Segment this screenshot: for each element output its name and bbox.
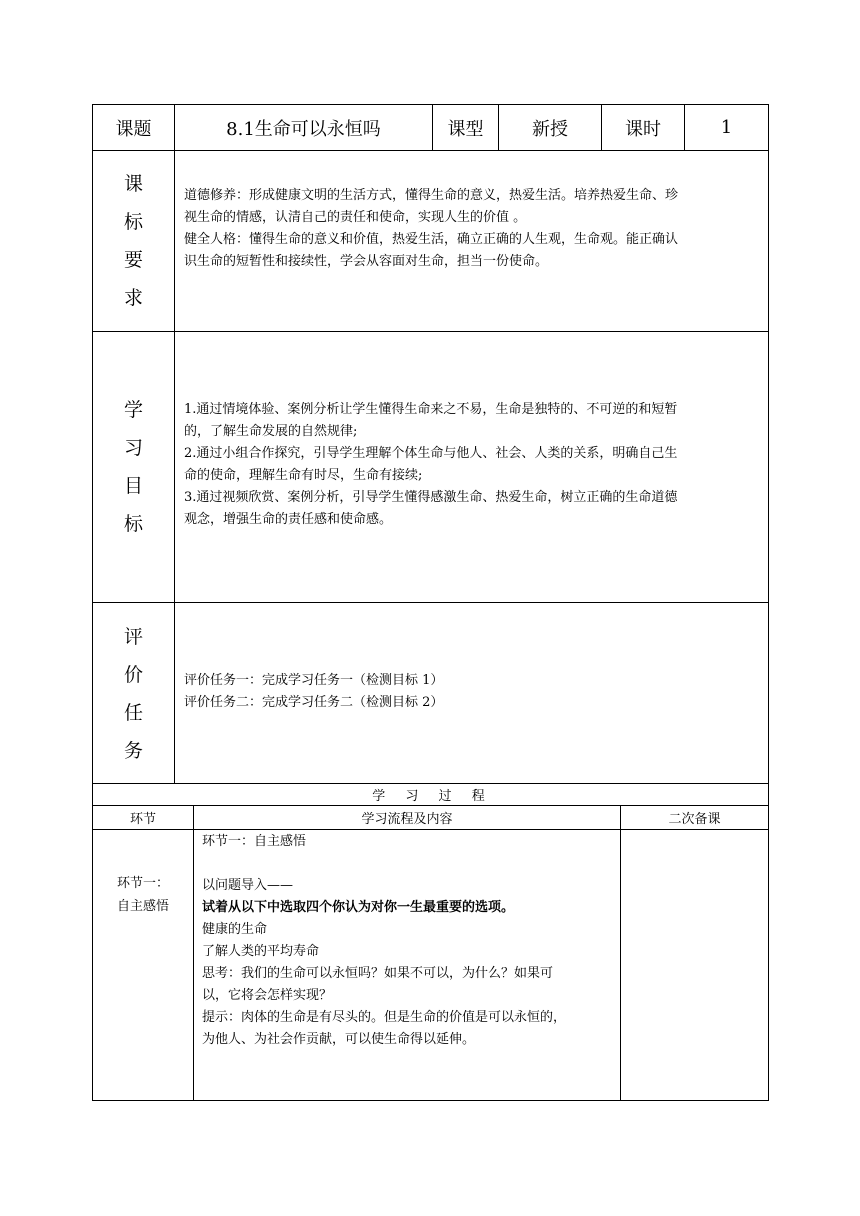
topic-label: 课题 [115, 118, 152, 140]
objectives-label-line2: 目标 [123, 475, 159, 535]
period-value: 1 [720, 117, 733, 138]
content-line: 思考：我们的生命可以永恒吗？如果不可以，为什么？如果可 [202, 966, 554, 981]
content-line: 以，它将会怎样实现？ [202, 988, 333, 1003]
content-line: 提示：肉体的生命是有尽头的。但是生命的价值是可以永恒的， [202, 1010, 567, 1025]
content-line: 环节一：自主感悟 [202, 834, 307, 849]
row-divider [92, 150, 769, 151]
topic-value: 8.1生命可以永恒吗 [226, 118, 381, 140]
type-value: 新授 [532, 118, 568, 140]
col-divider [174, 104, 175, 784]
objective-line: 3.通过视频欣赏、案例分析，引导学生懂得感激生命、热爱生命，树立正确的生命道德 [184, 490, 678, 505]
standards-line: 道德修养：形成健康文明的生活方式，懂得生命的意义，热爱生活。培养热爱生命、珍 [184, 188, 679, 203]
standards-label-line1: 课标 [123, 173, 159, 233]
content-line: 以问题导入—— [202, 878, 294, 893]
objective-line: 1.通过情境体验、案例分析让学生懂得生命来之不易，生命是独特的、不可逆的和短暂 [184, 402, 678, 417]
evaluation-text [184, 670, 764, 714]
evaluation-line: 评价任务一：完成学习任务一（检测目标 1） [184, 673, 444, 688]
objectives-label-line1: 学习 [123, 399, 159, 459]
objective-line: 的，了解生命发展的自然规律; [184, 424, 358, 439]
standards-label-line2: 要求 [123, 249, 159, 309]
row-divider [92, 331, 769, 332]
content-line: 健康的生命 [202, 922, 268, 937]
prep-column-header: 二次备课 [668, 812, 721, 827]
content-line: 了解人类的平均寿命 [202, 944, 320, 959]
content-column-header: 学习流程及内容 [361, 812, 453, 827]
period-label: 课时 [625, 118, 661, 140]
standards-text [184, 185, 764, 273]
evaluation-label-line1: 评价 [123, 625, 159, 686]
stage-one-label [93, 872, 193, 918]
col-divider [193, 805, 194, 1101]
objective-line: 观念，增强生命的责任感和使命感。 [184, 512, 393, 527]
objective-line: 命的使命，理解生命有时尽，生命有接续; [184, 468, 423, 483]
evaluation-line: 评价任务二：完成学习任务二（检测目标 2） [184, 695, 444, 710]
stage-one-label-line1: 环节一： [116, 876, 169, 891]
content-line-emphasis: 试着从以下中选取四个你认为对你一生最重要的选项。 [202, 900, 515, 915]
stage-one-content [202, 831, 618, 1051]
standards-line: 视生命的情感，认清自己的责任和使命，实现人生的价值 。 [184, 210, 527, 225]
content-line [202, 853, 618, 875]
standards-line: 健全人格：懂得生命的意义和价值，热爱生活，确立正确的人生观，生命观。能正确认 [184, 232, 679, 247]
stage-column-header: 环节 [129, 812, 156, 827]
stage-one-label-line2: 自主感悟 [116, 899, 169, 914]
evaluation-label-line2: 任务 [123, 701, 159, 762]
objectives-text [184, 399, 764, 531]
standards-label [93, 151, 174, 331]
objective-line: 2.通过小组合作探究，引导学生理解个体生命与他人、社会、人类的关系，明确自己生 [184, 446, 678, 461]
col-divider [620, 805, 621, 1101]
content-line: 为他人、为社会作贡献，可以使生命得以延伸。 [202, 1032, 476, 1047]
standards-line: 识生命的短暂性和接续性，学会从容面对生命，担当一份使命。 [184, 254, 549, 269]
type-label: 课型 [447, 118, 484, 140]
objectives-label [93, 332, 174, 602]
process-title: 学 习 过 程 [372, 789, 489, 804]
evaluation-label [93, 603, 174, 784]
row-divider [92, 602, 769, 603]
